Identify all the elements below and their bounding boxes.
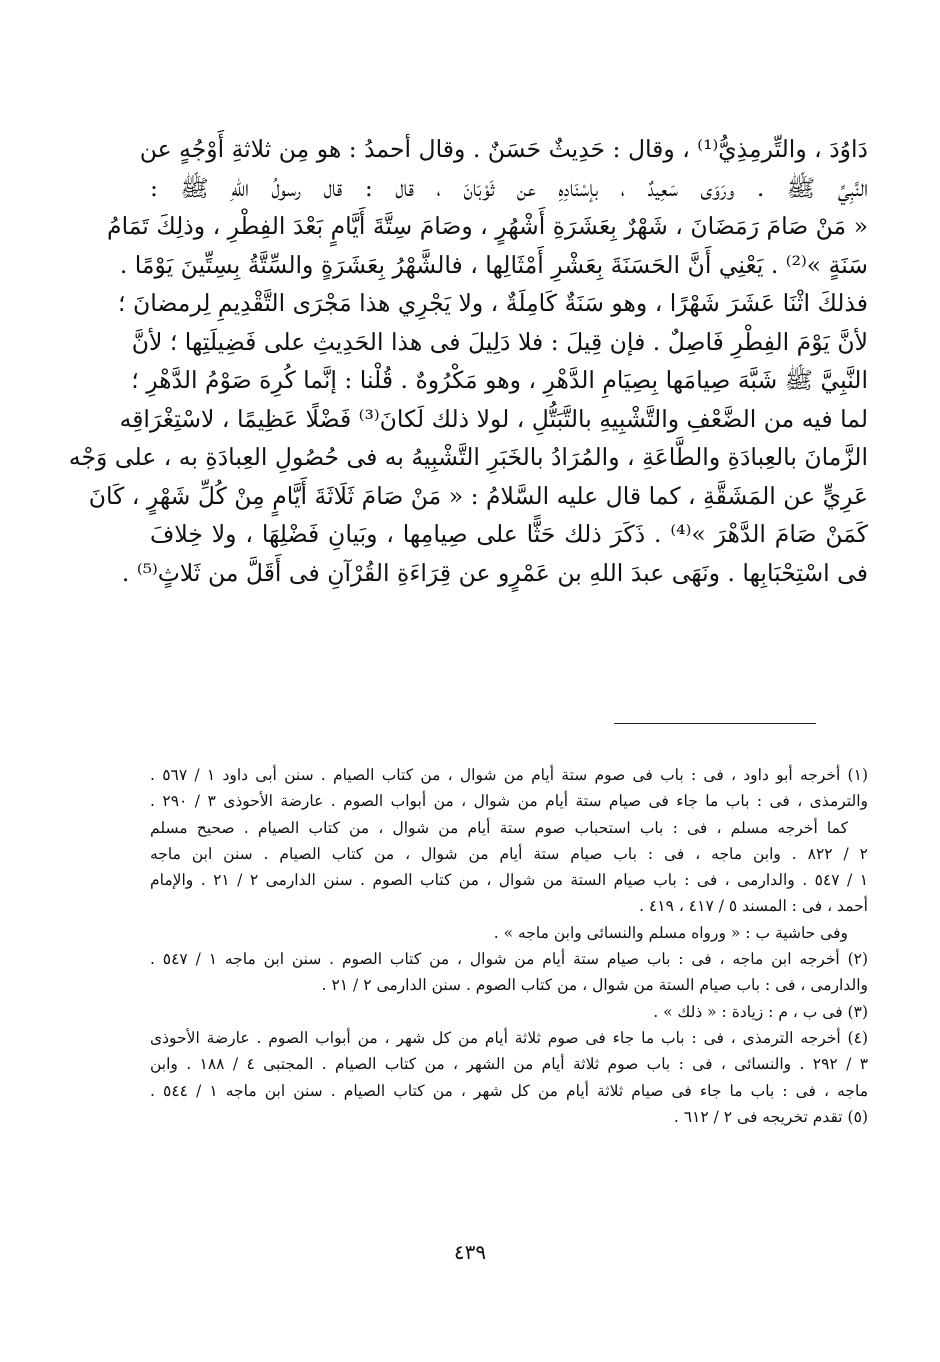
- main-text: [68, 130, 868, 592]
- text-line: عَرِيٍّ عن المَشَقَّةِ ، كما قال عليه السَّلامُ : « مَنْ صَامَ ثَلَاثَةَ أَيَّامٍ مِنْ كُلِّ شَهْرٍ ، كَانَ: [88, 481, 868, 510]
- text-line: فى اسْتِحْبَابِها . ونَهَى عبدَ اللهِ بن عَمْرٍو عن قِرَاءَةِ القُرْآنِ فى أَقَلَّ من ثَلاثٍ⁽⁵⁾ .: [121, 558, 868, 587]
- footnotes: [150, 762, 868, 1130]
- text-line: دَاوُدَ ، والتِّرمِذِيُّ⁽¹⁾ ، وقال : حَدِيثٌ حَسَنٌ . وقال أحمدُ : هو مِن ثلاثةِ أَوْجُهٍ عن: [139, 135, 868, 163]
- footnote-line: كما أخرجه مسلم ، فى : باب استحباب صوم ستة أيام من شوال ، من كتاب الصيام . صحيح مسلم: [150, 818, 848, 837]
- text-line: كَمَنْ صَامَ الدَّهْرَ »⁽⁴⁾ . ذَكَرَ ذلك حَثًّا على صِيامِها ، وبَيانِ فَضْلِهَا ، ولا خِلافَ: [150, 520, 868, 548]
- footnote-line: ٣ / ٢٩٢ . والنسائى ، فى : باب صوم ثلاثة أيام من الشهر ، من كتاب الصيام . المجتبى ٤ / ١٨٨ . وابن: [150, 1055, 869, 1074]
- footnote-line: وفى حاشية ب : « ورواه مسلم والنسائى وابن ماجه » .: [493, 923, 848, 942]
- footnote-line: ١ / ٥٤٧ . والدارمى ، فى : باب صيام الستة من شوال ، من كتاب الصوم . سنن الدارمى ٢ / ٢١ . والإمام: [150, 871, 869, 890]
- text-line: لما فيه من الضَّعْفِ والتَّشْبِيهِ بالتَّبَتُّلِ ، لولا ذلك لَكانَ⁽³⁾ فَضْلًا عَظِيمًا ، لاسْتِغْرَاقِه: [119, 404, 868, 433]
- footnote-line: أحمد ، فى : المسند ٥ / ٤١٧ ، ٤١٩ .: [639, 897, 868, 916]
- footnote-line: (٣) فى ب ، م : زيادة : « ذلك » .: [653, 1002, 868, 1021]
- text-line: لأنَّ يَوْمَ الفِطْرِ فَاصِلٌ . فإن قِيلَ : فلا دَلِيلَ فى هذا الحَدِيثِ على فَضِيلَتِها ؛ لأنَّ: [131, 327, 868, 356]
- footnote-line: ٢ / ٨٢٢ . وابن ماجه ، فى : باب صيام ستة أيام من شوال ، من كتاب الصيام . سنن ابن ماجه: [150, 844, 868, 863]
- text-line: « مَنْ صَامَ رَمَضَانَ ، شَهْرٌ بِعَشَرَةِ أَشْهُرٍ ، وصَامَ سِتَّةَ أَيَّامٍ بَعْدَ الفِطْرِ ، وذلِكَ تَمَامُ: [107, 212, 868, 240]
- footnote-line: (٥) تقدم تخريجه فى ٢ / ٦١٢ .: [673, 1107, 868, 1126]
- text-line: سَنَةٍ »⁽²⁾ . يَعْنِي أَنَّ الحَسَنَةَ بِعَشْرِ أَمْثَالِها ، فالشَّهْرُ بِعَشَرَةٍ والسِّتَّةُ بِسِتِّينَ يَوْمًا .: [119, 250, 868, 279]
- footnote-divider: [614, 723, 816, 724]
- text-line: النَّبِيِّ ﷺ . ورَوَى سَعِيدٌ ، بإسْنَادِهِ عن ثَوْبَانَ ، قال : قال رسولُ اللهِ ﷺ :: [150, 173, 868, 202]
- text-line: النَّبِيَّ ﷺ شَبَّهَ صِيامَها بِصِيَامِ الدَّهْرِ ، وهو مَكْرُوهٌ . قُلْنا : إنَّما كُرِهَ صَوْمُ الدَّهْرِ ؛: [131, 366, 868, 394]
- page-number: ٤٣٩: [453, 1240, 487, 1264]
- footnote-line: (٢) أخرجه ابن ماجه ، فى : باب صيام ستة أيام من شوال ، من كتاب الصوم . سنن ابن ماجه ١ / ٥٤٧ .: [150, 950, 869, 969]
- footnote-line: والدارمى ، فى : باب صيام الستة من شوال ، من كتاب الصوم . سنن الدارمى ٢ / ٢١ .: [321, 976, 868, 995]
- footnote-line: (٤) أخرجه الترمذى ، فى : باب ما جاء فى صوم ثلاثة أيام من كل شهر ، من أبواب الصوم . عارضة الأحوذى: [150, 1028, 868, 1047]
- text-line: الزَّمانَ بالعِبادَةِ والطَّاعَةِ ، والمُرَادُ بالخَبَرِ التَّشْبِيهُ به فى حُصُولِ العِبادَةِ به ، على وَجْه: [68, 443, 868, 471]
- text-line: فذلكَ اثْنَا عَشَرَ شَهْرًا ، وهو سَنَةٌ كَامِلَةٌ ، ولا يَجْرِي هذا مَجْرَى التَّقْدِيمِ لِرمضانَ ؛: [118, 289, 868, 317]
- footnote-line: (١) أخرجه أبو داود ، فى : باب فى صوم ستة أيام من شوال ، من كتاب الصيام . سنن أبى داود ١ / ٥٦٧ .: [150, 766, 868, 784]
- footnote-line: والترمذى ، فى : باب ما جاء فى صيام ستة أيام من شوال ، من أبواب الصوم . عارضة الأحوذى ٣ / ٢٩٠ .: [150, 792, 868, 811]
- footnote-line: ماجه ، فى : باب ما جاء فى صيام ثلاثة أيام من كل شهر ، من كتاب الصيام . سنن ابن ماجه ١ / ٥٤٤ .: [150, 1081, 869, 1100]
